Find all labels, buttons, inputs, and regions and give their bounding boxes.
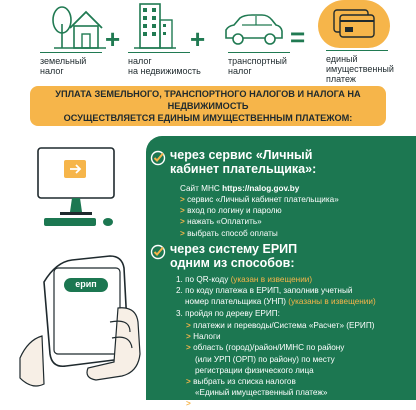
plus-sign-2: +	[190, 24, 206, 54]
transport-tax-line2: налог	[228, 66, 252, 76]
erip-logo	[64, 278, 108, 292]
transport-tax-caption	[228, 52, 290, 76]
cabinet-steps	[180, 194, 339, 239]
tree-step-text: ввести учетный номер плательщика (УНП)	[193, 399, 356, 409]
cabinet-step-text: нажать «Оплатить»	[187, 217, 262, 227]
tree-step-text: выбрать из списка налогов	[193, 377, 296, 387]
banner-line2: ОСУЩЕСТВЛЯЕТСЯ ЕДИНЫМ ИМУЩЕСТВЕННЫМ ПЛАТЕЖОМ:	[63, 113, 353, 123]
car-icon	[222, 2, 284, 52]
cabinet-step-text: сервис «Личный кабинет плательщика»	[187, 195, 339, 204]
cabinet-step	[180, 228, 339, 239]
erip-method-text: номер плательщика (УНП)	[185, 297, 289, 307]
single-payment-line1: единый	[326, 54, 358, 64]
land-tax-line2: налог	[40, 66, 64, 76]
erip-title-line2: одним из способов:	[170, 256, 295, 270]
tax-formula	[0, 0, 416, 86]
check-circle-icon	[150, 244, 164, 258]
bullet-marker: >	[180, 228, 185, 238]
bullet-marker: >	[186, 377, 191, 387]
erip-method-text: 1. по QR-коду	[176, 275, 231, 284]
property-tax-line1: налог	[128, 56, 152, 66]
tree-step-text: платежи и переводы/Система «Расчет» (ЕРИП)	[193, 321, 375, 330]
bullet-marker: >	[186, 399, 191, 409]
erip-method-code-cont	[176, 296, 412, 307]
land-tax-line1: земельный	[40, 56, 87, 66]
phone-in-hand-illustration	[14, 248, 144, 398]
tree-step	[186, 320, 412, 331]
erip-title	[170, 242, 297, 270]
tree-step-cont: «Единый имущественный платеж»	[195, 388, 328, 398]
erip-logo-text: ерип	[75, 279, 97, 289]
cabinet-title-line2: кабинет плательщика»:	[170, 162, 317, 176]
single-payment-caption	[326, 50, 394, 84]
tax-site-line	[180, 183, 299, 194]
erip-method-note: (указаны в извещении)	[288, 297, 376, 307]
bullet-marker: >	[186, 343, 191, 353]
erip-method-note: (указан в извещении)	[230, 275, 313, 284]
building-icon	[132, 2, 176, 52]
tree-step	[186, 376, 412, 387]
bullet-marker: >	[180, 206, 185, 216]
property-tax-caption	[128, 52, 201, 76]
property-tax-line2: на недвижимость	[128, 66, 201, 76]
single-payment-line3: платеж	[326, 74, 356, 84]
cabinet-title-line1: через сервис «Личный	[170, 148, 313, 162]
bullet-marker: >	[180, 217, 185, 227]
house-icon	[48, 2, 108, 52]
bullet-marker: >	[186, 321, 191, 330]
cabinet-step-text: вход по логину и паролю	[187, 206, 282, 216]
erip-tree-steps	[186, 320, 412, 410]
cabinet-step-text: выбрать способ оплаты	[187, 228, 278, 238]
check-circle-icon	[150, 150, 164, 164]
cabinet-step	[180, 216, 339, 227]
transport-tax-line1: транспортный	[228, 56, 287, 66]
site-prefix: Сайт МНС	[180, 184, 223, 193]
payment-cards-icon	[318, 0, 390, 48]
bullet-marker: >	[186, 332, 191, 342]
tree-step-text: область (город)/район/ИМНС по району	[193, 343, 345, 353]
payment-methods-panel	[146, 136, 416, 409]
tree-step	[186, 398, 412, 409]
plus-sign-1: +	[105, 24, 121, 54]
bullet-marker: >	[180, 195, 185, 204]
erip-methods	[176, 274, 412, 319]
banner-line1: УПЛАТА ЗЕМЕЛЬНОГО, ТРАНСПОРТНОГО НАЛОГОВ И НАЛОГА НА НЕДВИЖИМОСТЬ	[55, 89, 361, 111]
single-payment-line2: имущественный	[326, 64, 394, 74]
equals-sign: =	[290, 22, 306, 52]
tax-site-link[interactable]: https://nalog.gov.by	[222, 184, 300, 193]
erip-method-qr	[176, 274, 412, 285]
tree-step-text: Налоги	[193, 332, 221, 342]
info-banner	[30, 86, 386, 126]
tree-step-cont: регистрации физического лица	[195, 365, 314, 375]
land-tax-caption	[40, 52, 102, 76]
tree-step	[186, 342, 412, 353]
monitor-illustration	[34, 146, 134, 232]
tree-step-cont: (или УРП (ОРП) по району) по месту	[195, 354, 335, 364]
erip-method-tree: 3. пройдя по дереву ЕРИП:	[176, 308, 280, 318]
cabinet-step	[180, 194, 339, 205]
erip-title-line1: через систему ЕРИП	[170, 242, 298, 256]
tree-step	[186, 331, 412, 342]
erip-method-code: 2. по коду платежа в ЕРИП, заполнив учетный	[176, 286, 353, 296]
cabinet-step	[180, 205, 339, 216]
cabinet-title	[170, 148, 316, 176]
